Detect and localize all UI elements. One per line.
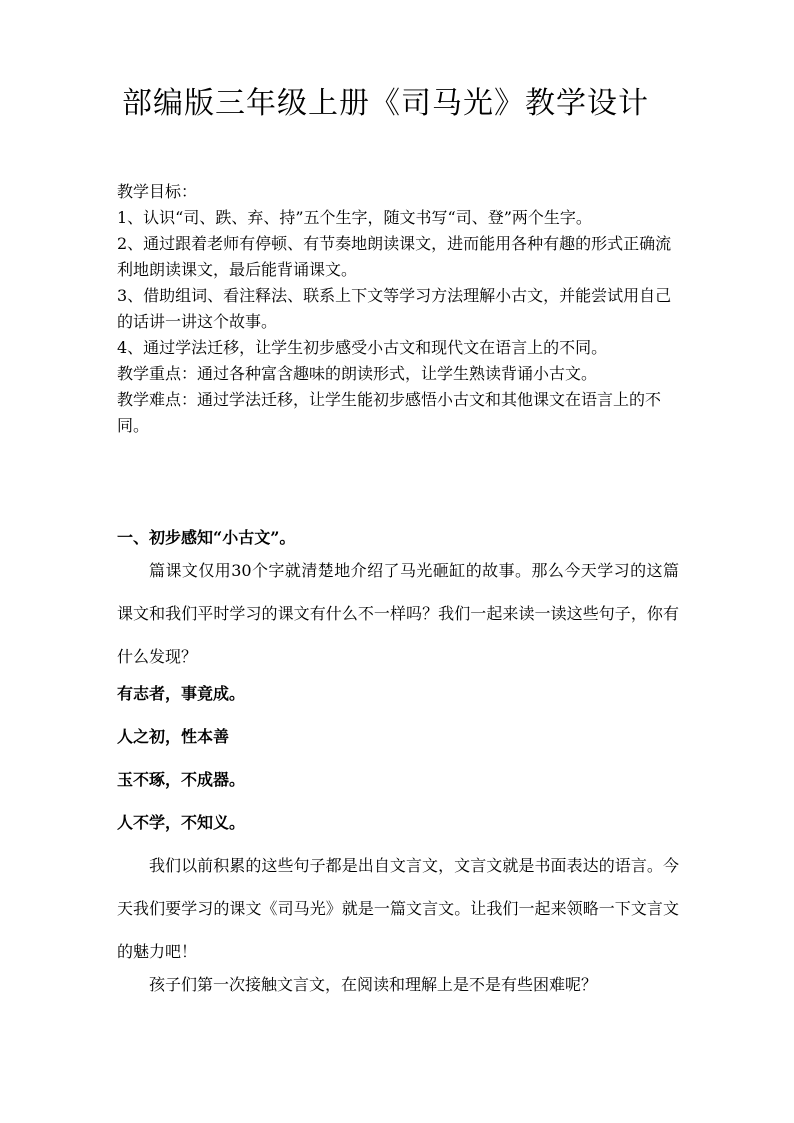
document-title: 部编版三年级上册《司马光》教学设计 [122, 86, 649, 121]
goals-label: 教学目标： [117, 182, 198, 201]
saying-1: 有志者，事竟成。 [117, 684, 246, 703]
section-paragraph-2 [117, 844, 679, 973]
section-paragraph-3 [117, 963, 679, 1006]
teaching-difficulty: 教学难点：通过学法迁移，让学生能初步感悟小古文和其他课文在语言上的不同。 [117, 390, 662, 435]
section-paragraph-1 [117, 549, 679, 678]
saying-4: 人不学，不知义。 [117, 813, 246, 832]
saying-2: 人之初，性本善 [117, 727, 230, 746]
goal-item-3: 3、借助组词、看注释法、联系上下文等学习方法理解小古文，并能尝试用自己的话讲一讲这个故事。 [117, 286, 672, 331]
goal-item-1: 1、认识“司、跌、弃、持”五个生字，随文书写“司、登”两个生字。 [117, 208, 592, 227]
paragraph-text: 我们以前积累的这些句子都是出自文言文，文言文就是书面表达的语言。今天我们要学习的课文《司马光》就是一篇文言文。让我们一起来领略一下文言文的魅力吧！ [117, 856, 679, 961]
goal-item-2: 2、通过跟着老师有停顿、有节奏地朗读课文，进而能用各种有趣的形式正确流利地朗读课文，最后能背诵课文。 [117, 234, 672, 279]
paragraph-text: 孩子们第一次接触文言文，在阅读和理解上是不是有些困难呢？ [149, 975, 598, 994]
teaching-goals-section [117, 179, 677, 439]
saying-3: 玉不琢，不成器。 [117, 770, 246, 789]
teaching-key-point: 教学重点：通过各种富含趣味的朗读形式，让学生熟读背诵小古文。 [117, 364, 598, 383]
goal-item-4: 4、通过学法迁移，让学生初步感受小古文和现代文在语言上的不同。 [117, 338, 608, 357]
paragraph-text: 篇课文仅用30个字就清楚地介绍了马光砸缸的故事。那么今天学习的这篇课文和我们平时学习的课文有什么不一样吗？我们一起来读一读这些句子，你有什么发现？ [117, 561, 679, 666]
section-heading-1: 一、初步感知“小古文”。 [117, 528, 296, 547]
